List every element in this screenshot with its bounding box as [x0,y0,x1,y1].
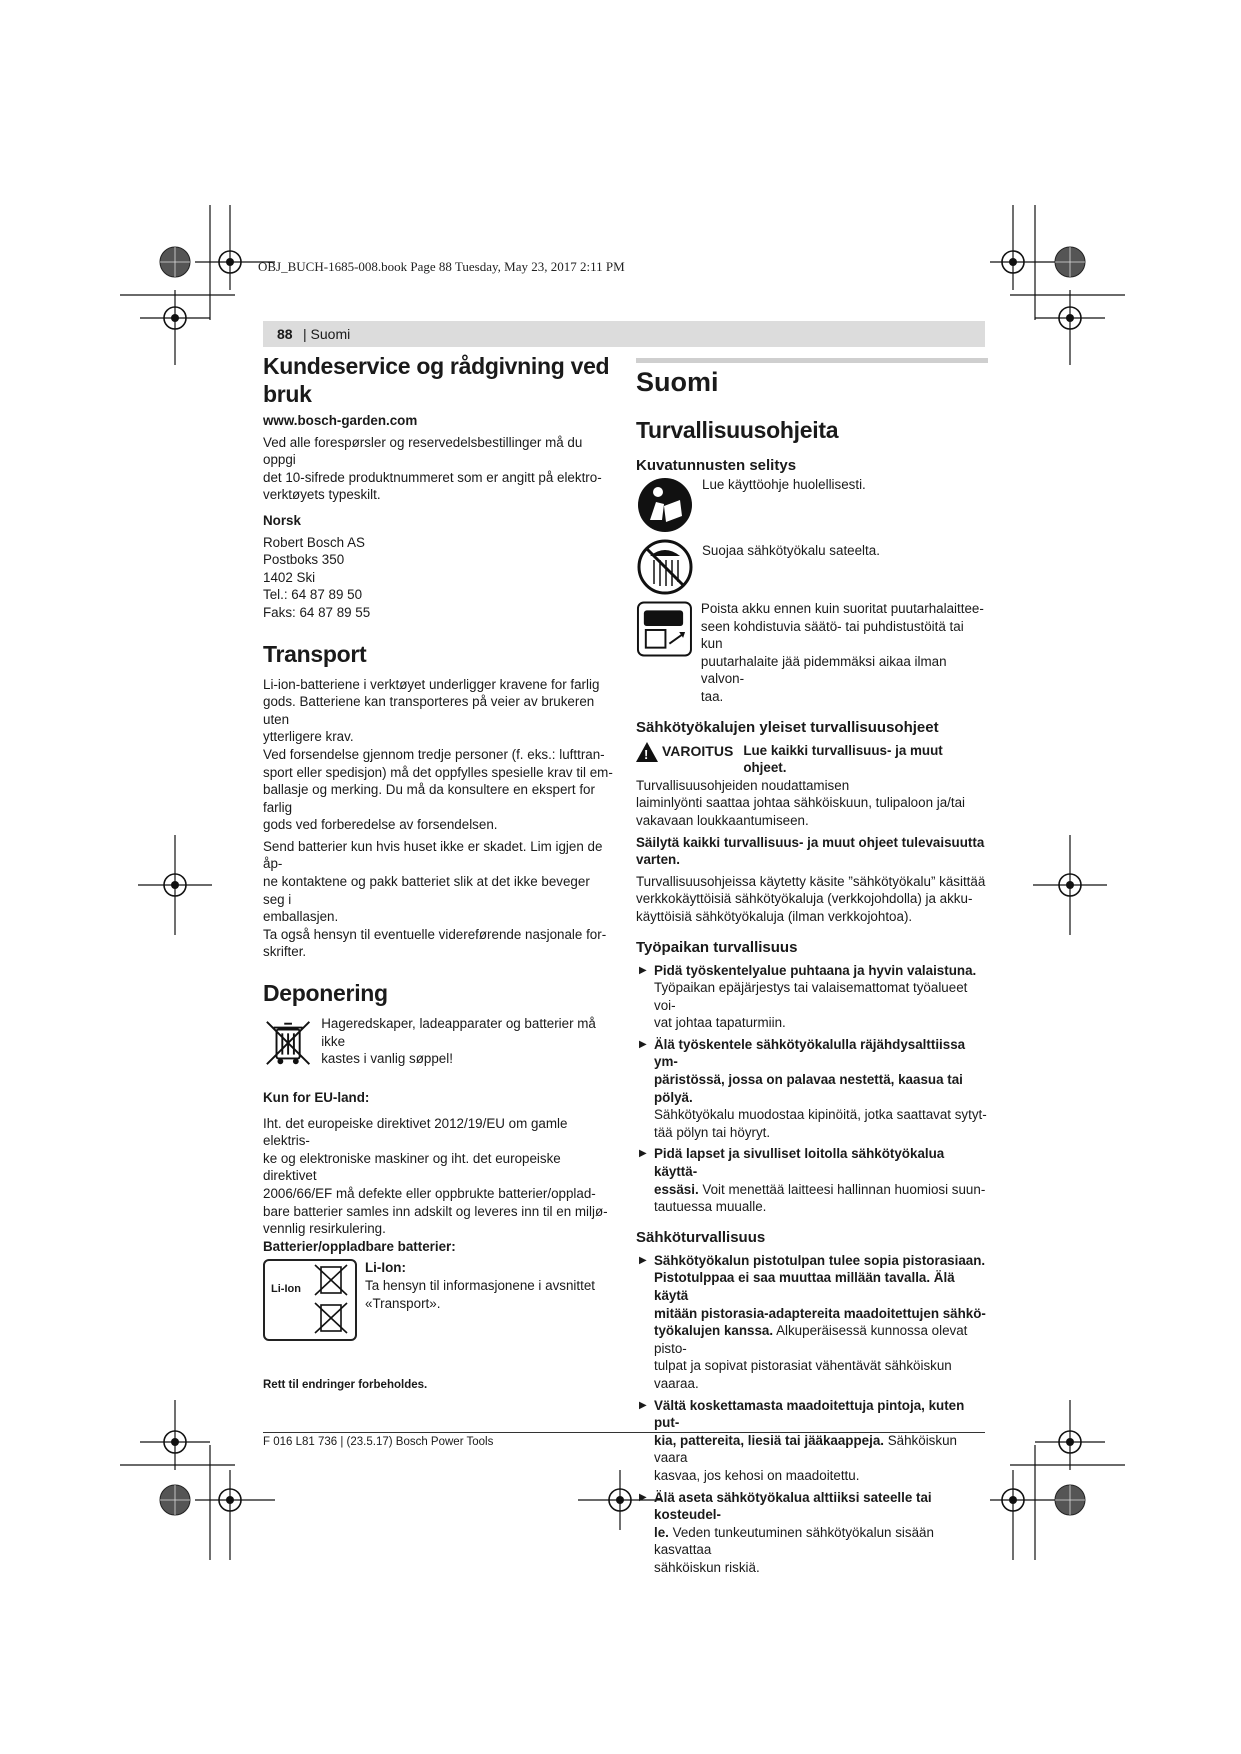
icon1-text: Lue käyttöohje huolellisesti. [702,477,866,492]
remove-battery-icon [636,600,693,658]
warning-badge: ! VAROITUS [636,742,733,762]
eu-label: Kun for EU-land: [263,1090,370,1106]
bullet-marker: ▶ [639,1148,647,1160]
kunde-text: Ved alle forespørsler og reservedelsbestillinger må du oppgi det 10-sifrede produktnummeret som er angitt på elektro- verktøyets typeskilt. [263,434,602,503]
heading-transport: Transport [263,640,367,667]
work-bullet-3: ▶ Pidä lapset ja sivulliset loitolla sähkötyökalua käyttä- essäsi. Voit menettää laitteesi hallinnan huomiosi suun- tautuessa muualle. [639,1146,986,1215]
left-column [263,352,613,1395]
warning-icon: ! [636,742,658,762]
file-header: OBJ_BUCH-1685-008.book Page 88 Tuesday, May 23, 2017 2:11 PM [258,259,625,274]
liion-recycling-icon [263,1259,357,1341]
warning-block: ! VAROITUS Lue kaikki turvallisuus- ja muut ohjeet. Turvallisuusohjeiden noudattamisen laiminlyönti saattaa johtaa sähköiskuun, tulipaloon ja/tai vakavaan loukkaantumiseen. [636,742,966,828]
heading-deponering: Deponering [263,980,388,1007]
icon-row-battery [636,600,988,706]
heading-turvallisuusohjeita: Turvallisuusohjeita [636,417,839,443]
footer-text: F 016 L81 736 | (23.5.17) Bosch Power Tools [263,1436,494,1448]
elec-bullet-2: ▶ Vältä koskettamasta maadoitettuja pintoja, kuten put- kia, pattereita, liesiä tai jääkaappeja. Sähköiskun vaara kasvaa, jos kehosi on maadoitettu. [639,1397,965,1483]
liion-heading: Li-Ion: [365,1260,406,1276]
header-section-name: Suomi [310,326,351,342]
bullet-marker: ▶ [639,1491,647,1503]
definition-text: Turvallisuusohjeissa käytetty käsite ”sähkötyökalu” käsittää verkkokäyttöisiä sähkötyökaluja (verkkojohdolla) ja akku- käyttöisiä sähkötyökaluja (ilman verkkojohtoa). [636,873,986,924]
liion-row [263,1259,613,1341]
deponering-row [263,1015,613,1071]
heading-tyopaikan: Työpaikan turvallisuus [636,938,798,956]
changes-notice: Rett til endringer forbeholdes. [263,1379,428,1392]
bullet-marker: ▶ [639,1038,647,1050]
elec-bullet-3: ▶ Älä aseta sähkötyökalua alttiiksi sateelle tai kosteudel- le. Veden tunkeutuminen sähkötyökalun sisään kasvattaa sähköiskun riskiä. [639,1489,934,1575]
transport-paragraph-1: Li-ion-batteriene i verktøyet underligger kravene for farlig gods. Batteriene kan transporteres på veier av brukeren uten ytterligere krav. [263,676,600,745]
heading-yleiset: Sähkötyökalujen yleiset turvallisuusohjeet [636,718,939,736]
crossed-bin-icon [263,1015,313,1071]
heading-kuvatunnusten: Kuvatunnusten selitys [636,457,797,474]
work-bullet-1: ▶ Pidä työskentelyalue puhtaana ja hyvin valaistuna. Työpaikan epäjärjestys tai valaisemattomat työalueet voi- vat johtaa tapaturmiin. [639,962,977,1031]
transport-paragraph-4: Ta også hensyn til eventuelle videreførende nasjonale for- skrifter. [263,926,607,960]
bullet-marker: ▶ [639,1399,647,1411]
work-bullet-2: ▶ Älä työskentele sähkötyökalulla räjähdysalttiissa ym- päristössä, jossa on palavaa nestettä, kaasua tai pölyä. Sähkötyökalu muodostaa kipinöitä, jotka saattavat sytyt- tää pölyn tai höyryt. [639,1036,987,1140]
page-section [303,326,350,342]
page-header-bar [263,321,985,347]
heading-sahkoturvallisuus: Sähköturvallisuus [636,1228,766,1246]
elec-bullet-1: ▶ Sähkötyökalun pistotulpan tulee sopia pistorasiaan. Pistotulppaa ei saa muuttaa millään tavalla. Älä käytä mitään pistorasia-adaptereita maadoitettujen sähkö- työkalujen kanssa. Alkuperäisessä kunnossa olevat pisto- tulpat ja sopivat pistorasiat vähentävät sähköiskun vaaraa. [639,1252,986,1391]
address-block: Robert Bosch AS Postboks 350 1402 Ski Tel.: 64 87 89 50 Faks: 64 87 89 55 [263,534,371,620]
liion-text-block: Li-Ion: Ta hensyn til informasjonene i avsnittet «Transport». [365,1260,595,1311]
eu-text: Iht. det europeiske direktivet 2012/19/EU om gamle elektris- ke og elektroniske maskiner og iht. det europeiske direktivet 2006/66/EF må defekte eller oppbrukte batterier/opplad- bare batterier samles inn adskilt og leveres inn til en miljø- vennlig resirkulering. [263,1115,608,1237]
save-instructions: Säilytä kaikki turvallisuus- ja muut ohjeet tulevaisuutta varten. [636,834,985,868]
warning-bold: Lue kaikki turvallisuus- ja muut ohjeet. [743,742,943,776]
crossed-battery-icon [311,1263,351,1337]
right-column [636,358,988,1577]
norsk-label: Norsk [263,512,301,528]
header-separator: | [303,326,307,342]
liion-icon-label: Li-Ion [271,1283,301,1296]
bullet-marker: ▶ [639,1254,647,1266]
website-link[interactable]: www.bosch-garden.com [263,413,418,428]
deponering-text: Hageredskaper, ladeapparater og batterier må ikke kastes i vanlig søppel! [321,1016,596,1067]
icon3-text: Poista akku ennen kuin suoritat puutarhalaittee- seen kohdistuvia säätö- tai puhdistustöitä tai kun puutarhalaite jää pidemmäksi aikaa ilman valvon- taa. [700,601,984,704]
read-manual-icon [636,476,694,534]
icon-row-rain [636,538,988,596]
footer-rule [263,1432,985,1433]
transport-paragraph-3: Send batterier kun hvis huset ikke er skadet. Lim igjen de åp- ne kontaktene og pakk batteriet slik at det ikke beveger seg i emballasjen. [263,838,603,925]
heading-kundeservice: Kundeservice og rådgivning ved bruk [263,353,610,407]
transport-paragraph-2: Ved forsendelse gjennom tredje personer (f. eks.: lufttran- sport eller spedisjon) må det oppfylles spesielle krav til em- ballasje og merking. Du må da konsultere en ekspert for farlig gods ved forberedelse av forsendelsen. [263,746,613,833]
battery-label: Batterier/oppladbare batterier: [263,1238,456,1254]
icon2-text: Suojaa sähkötyökalu sateelta. [702,543,880,558]
page-number: 88 [277,326,293,342]
heading-suomi: Suomi [636,367,719,397]
no-rain-icon [636,538,694,596]
bullet-marker: ▶ [639,964,647,976]
icon-row-manual [636,476,988,534]
